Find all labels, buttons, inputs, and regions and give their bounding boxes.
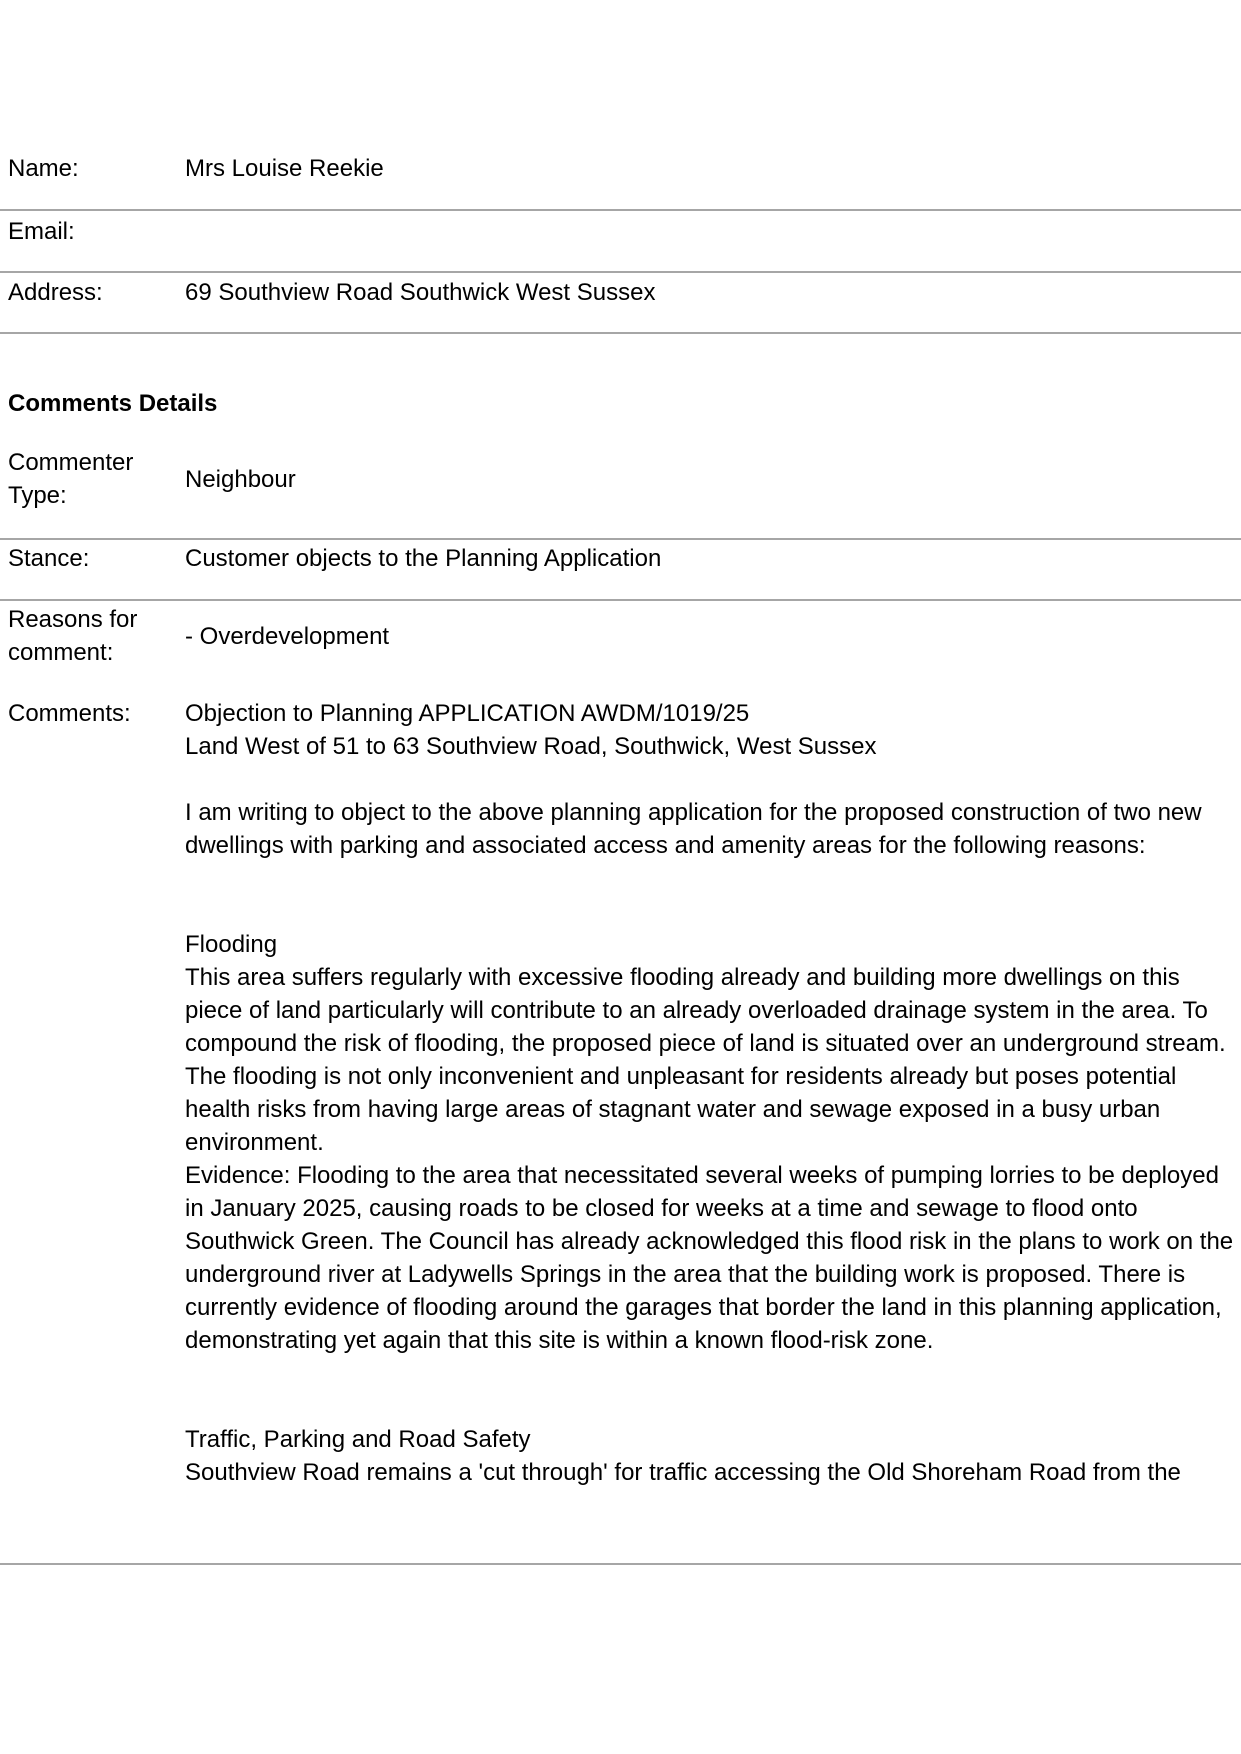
stance-label: Stance: <box>8 545 90 572</box>
reasons-label: Reasons for comment: <box>8 606 138 666</box>
flooding-evidence: Evidence: Flooding to the area that necessitated several weeks of pumping lorries to be deployed in January 2025, causing roads to be closed for weeks at a time and sewage to flood onto Southwick Green. The Council has already acknowledged this flood risk in the plans to work on the underground river at Ladywells Springs in the area that the building work is proposed. There is currently evidence of flooding around the garages that border the land in this planning application, demonstrating yet again that this site is within a known flood-risk zone. <box>185 1162 1234 1354</box>
divider <box>0 538 1241 540</box>
divider <box>0 332 1241 334</box>
comments-label: Comments: <box>8 700 131 727</box>
comments-details-heading: Comments Details <box>8 390 218 417</box>
traffic-body: Southview Road remains a 'cut through' for traffic accessing the Old Shoreham Road from the <box>185 1459 1181 1486</box>
address-label: Address: <box>8 279 103 306</box>
divider <box>0 599 1241 601</box>
comment-intro: I am writing to object to the above planning application for the proposed construction of two new dwellings with parking and associated access and amenity areas for the following reasons: <box>185 799 1202 859</box>
flooding-body: This area suffers regularly with excessive flooding already and building more dwellings on this piece of land particularly will contribute to an already overloaded drainage system in the area. To compound the risk of flooding, the proposed piece of land is situated over an underground stream. The flooding is not only inconvenient and unpleasant for residents already but poses potential health risks from having large areas of stagnant water and sewage exposed in a busy urban environment. <box>185 964 1226 1156</box>
comment-line: Land West of 51 to 63 Southview Road, Southwick, West Sussex <box>185 733 877 760</box>
name-label: Name: <box>8 155 79 182</box>
email-label: Email: <box>8 218 75 245</box>
flooding-heading: Flooding <box>185 931 278 958</box>
address-value: 69 Southview Road Southwick West Sussex <box>185 279 656 306</box>
divider <box>0 1563 1241 1565</box>
divider <box>0 209 1241 211</box>
traffic-heading: Traffic, Parking and Road Safety <box>185 1426 531 1453</box>
commenter-type-value: Neighbour <box>185 466 296 493</box>
name-value: Mrs Louise Reekie <box>185 155 384 182</box>
comment-line: Objection to Planning APPLICATION AWDM/1019/25 <box>185 700 750 727</box>
reasons-value: - Overdevelopment <box>185 623 390 650</box>
stance-value: Customer objects to the Planning Application <box>185 545 662 572</box>
commenter-type-label: Commenter Type: <box>8 449 134 509</box>
divider <box>0 271 1241 273</box>
comments-body <box>185 697 1235 1489</box>
